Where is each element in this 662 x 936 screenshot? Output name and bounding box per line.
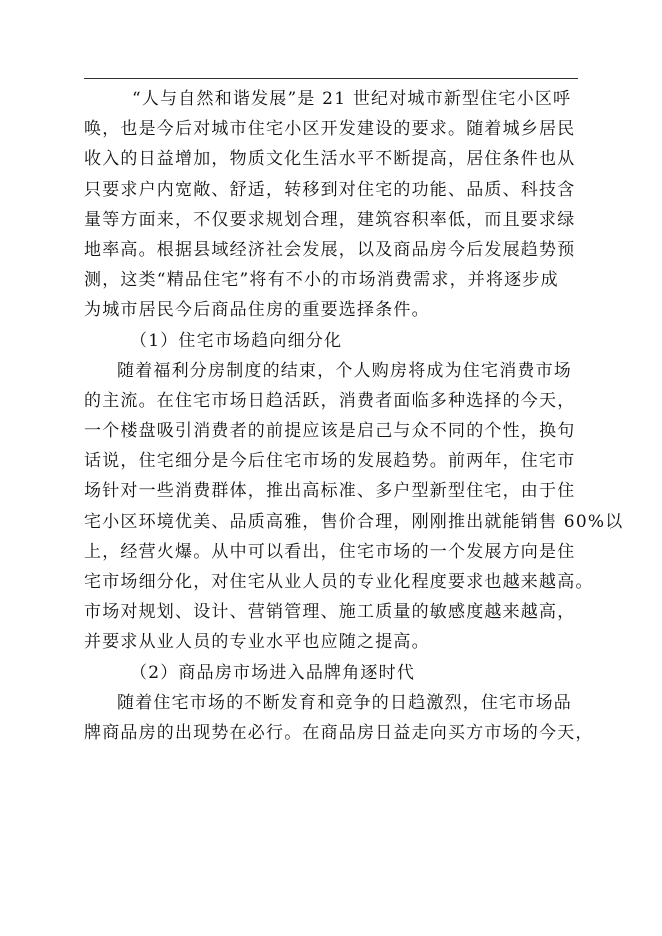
paragraph-line: 为城市居民今后商品住房的重要选择条件。 [84, 300, 430, 321]
paragraph-line: “人与自然和谐发展”是 21 世纪对城市新型住宅小区呼 [132, 89, 572, 109]
paragraph-line: 话说，住宅细分是今后住宅市场的发展趋势。前两年，住宅市 [84, 451, 576, 472]
document-body [84, 84, 624, 748]
paragraph-line: 牌商品房的出现势在必行。在商品房日益走向买方市场的今天， [84, 722, 594, 743]
header-rule [84, 78, 578, 79]
paragraph-line: 地率高。根据县域经济社会发展，以及商品房今后发展趋势预 [84, 239, 576, 260]
paragraph-line: 随着福利分房制度的结束，个人购房将成为住宅消费市场 [117, 360, 572, 381]
paragraph-line: 唤，也是今后对城市住宅小区开发建设的要求。随着城乡居民 [84, 119, 576, 140]
paragraph-line: 宅小区环境优美、品质高雅，售价合理，刚刚推出就能销售 60%以 [84, 511, 624, 532]
paragraph-line: 市场对规划、设计、营销管理、施工质量的敏感度越来越高， [84, 602, 576, 623]
paragraph-line: 一个楼盘吸引消费者的前提应该是启己与众不同的个性，换句 [84, 421, 576, 442]
paragraph-line: 随着住宅市场的不断发育和竞争的日趋激烈，住宅市场品 [117, 692, 572, 713]
paragraph-line: 收入的日益增加，物质文化生活水平不断提高，居住条件也从 [84, 149, 576, 170]
paragraph-line: 并要求从业人员的专业水平也应随之提高。 [84, 632, 430, 653]
section-heading: （2）商品房市场进入品牌角逐时代 [130, 662, 416, 683]
paragraph-line: 量等方面来，不仅要求规划合理，建筑容积率低，而且要求绿 [84, 209, 576, 230]
paragraph-line: 测，这类“精品住宅”将有不小的市场消费需求，并将逐步成 [84, 270, 559, 291]
paragraph-line: 只要求户内宽敞、舒适，转移到对住宅的功能、品质、科技含 [84, 179, 576, 200]
paragraph-line: 的主流。在住宅市场日趋活跃，消费者面临多种选择的今天， [84, 390, 576, 411]
paragraph-line: 场针对一些消费群体，推出高标准、多户型新型住宅，由于住 [84, 481, 576, 502]
paragraph-line: 上，经营火爆。从中可以看出，住宅市场的一个发展方向是住 [84, 541, 576, 562]
paragraph-line: 宅市场细分化，对住宅从业人员的专业化程度要求也越来越高。 [84, 572, 594, 592]
section-heading: （1）住宅市场趋向细分化 [130, 330, 343, 351]
